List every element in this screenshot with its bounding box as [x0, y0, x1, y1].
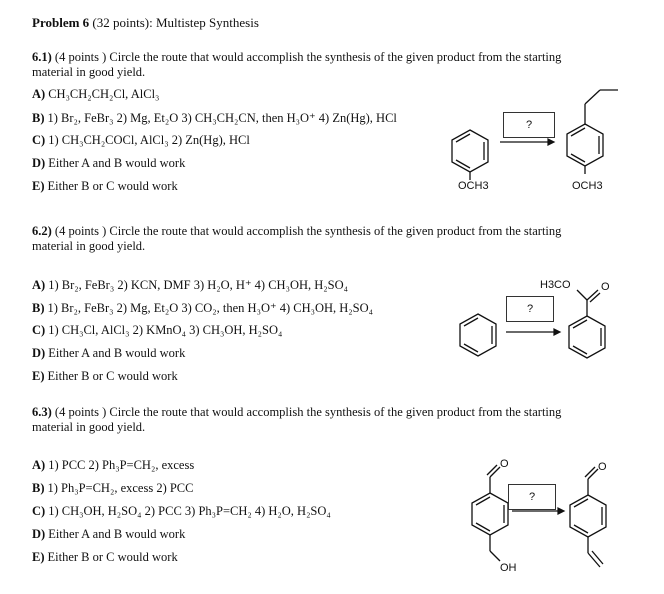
- reaction-arrow: [506, 329, 560, 335]
- option-letter: C): [32, 133, 46, 147]
- ester-carbonyl-label: O: [601, 281, 610, 293]
- question-6-1-text: (4 points ) Circle the route that would accomplish the synthesis of the given product from the starting material in good yield.: [32, 50, 562, 79]
- option-letter: E): [32, 179, 45, 193]
- unknown-reagent-box-6-1: [503, 112, 555, 138]
- question-mark: ?: [528, 491, 536, 503]
- option-6-1-b[interactable]: [32, 110, 397, 126]
- option-text: Either A and B would work: [48, 346, 186, 360]
- option-6-3-e[interactable]: [32, 550, 178, 565]
- vinyl-benzaldehyde-molecule: [570, 467, 606, 567]
- option-text: CH₃CH₂CH₂Cl, AlCl₃: [48, 87, 160, 101]
- problem-number: Problem 6: [32, 15, 90, 30]
- option-6-3-c[interactable]: [32, 504, 331, 519]
- option-text: Either B or C would work: [47, 369, 178, 383]
- start-substituent-label-6-1: OCH3: [458, 180, 489, 192]
- question-6-2-prompt: [32, 224, 602, 254]
- hydroxyl-label: OH: [500, 562, 517, 574]
- option-text: 1) Br₂, FeBr₃ 2) Mg, Et₂O 3) CO₂, then H₃O⁺ 4) CH₃OH, H₂SO₄: [47, 301, 373, 315]
- option-6-3-d[interactable]: [32, 527, 185, 542]
- option-letter: A): [32, 87, 46, 101]
- question-6-2-text: (4 points ) Circle the route that would accomplish the synthesis of the given product from the starting material in good yield.: [32, 224, 562, 253]
- option-6-1-a[interactable]: [32, 87, 159, 102]
- problem-title: [32, 15, 259, 31]
- option-6-1-c[interactable]: [32, 133, 250, 148]
- problem-title-rest: (32 points): Multistep Synthesis: [89, 15, 259, 30]
- question-6-3-prompt: [32, 405, 602, 435]
- option-text: 1) Br₂, FeBr₃ 2) KCN, DMF 3) H₂O, H⁺ 4) CH₃OH, H₂SO₄: [48, 278, 348, 292]
- option-6-3-a[interactable]: [32, 458, 194, 473]
- option-text: 1) CH₃CH₂COCl, AlCl₃ 2) Zn(Hg), HCl: [48, 133, 250, 147]
- question-mark: ?: [526, 303, 534, 315]
- question-6-1-number: 6.1): [32, 50, 52, 64]
- option-6-2-e[interactable]: [32, 369, 178, 384]
- benzene-molecule: [460, 314, 496, 356]
- option-letter: A): [32, 278, 46, 292]
- option-letter: C): [32, 323, 46, 337]
- option-letter: B): [32, 111, 45, 125]
- option-6-2-a[interactable]: [32, 277, 348, 293]
- anisole-molecule: [452, 130, 488, 180]
- ester-methoxy-label: H3CO: [540, 279, 571, 291]
- option-6-2-c[interactable]: [32, 323, 282, 338]
- option-6-1-d[interactable]: [32, 156, 185, 171]
- methyl-benzoate-molecule: [569, 290, 605, 358]
- option-letter: A): [32, 458, 46, 472]
- option-text: 1) Br₂, FeBr₃ 2) Mg, Et₂O 3) CH₃CH₂CN, then H₃O⁺ 4) Zn(Hg), HCl: [47, 111, 397, 125]
- option-letter: C): [32, 504, 46, 518]
- option-6-3-b[interactable]: [32, 481, 193, 496]
- option-letter: D): [32, 527, 46, 541]
- propyl-anisole-molecule: [567, 90, 618, 174]
- option-letter: D): [32, 156, 46, 170]
- unknown-reagent-box-6-2: [506, 296, 554, 322]
- question-6-1-prompt: [32, 50, 602, 80]
- option-text: 1) Ph₃P=CH₂, excess 2) PCC: [47, 481, 194, 495]
- reaction-scheme-6-3: [440, 455, 650, 585]
- product-substituent-label-6-1: OCH3: [572, 180, 603, 192]
- unknown-reagent-box-6-3: [508, 484, 556, 510]
- option-6-2-d[interactable]: [32, 346, 185, 361]
- product-aldehyde-o-label: O: [598, 461, 607, 473]
- question-mark: ?: [525, 119, 533, 131]
- option-6-2-b[interactable]: [32, 300, 373, 316]
- option-text: 1) CH₃OH, H₂SO₄ 2) PCC 3) Ph₃P=CH₂ 4) H₂O, H₂SO₄: [48, 504, 331, 518]
- option-text: Either A and B would work: [48, 156, 186, 170]
- option-letter: D): [32, 346, 46, 360]
- option-letter: E): [32, 369, 45, 383]
- question-6-3-number: 6.3): [32, 405, 52, 419]
- option-6-1-e[interactable]: [32, 179, 178, 194]
- option-letter: B): [32, 301, 45, 315]
- start-aldehyde-o-label: O: [500, 458, 509, 470]
- option-text: Either B or C would work: [47, 179, 178, 193]
- option-letter: B): [32, 481, 45, 495]
- question-6-2-number: 6.2): [32, 224, 52, 238]
- hydroxymethyl-benzaldehyde-molecule: [472, 465, 508, 561]
- reaction-arrow: [500, 139, 554, 145]
- option-text: Either A and B would work: [48, 527, 186, 541]
- option-text: 1) CH₃Cl, AlCl₃ 2) KMnO₄ 3) CH₃OH, H₂SO₄: [48, 323, 283, 337]
- option-letter: E): [32, 550, 45, 564]
- option-text: 1) PCC 2) Ph₃P=CH₂, excess: [48, 458, 195, 472]
- question-6-3-text: (4 points ) Circle the route that would accomplish the synthesis of the given product from the starting material in good yield.: [32, 405, 562, 434]
- option-text: Either B or C would work: [47, 550, 178, 564]
